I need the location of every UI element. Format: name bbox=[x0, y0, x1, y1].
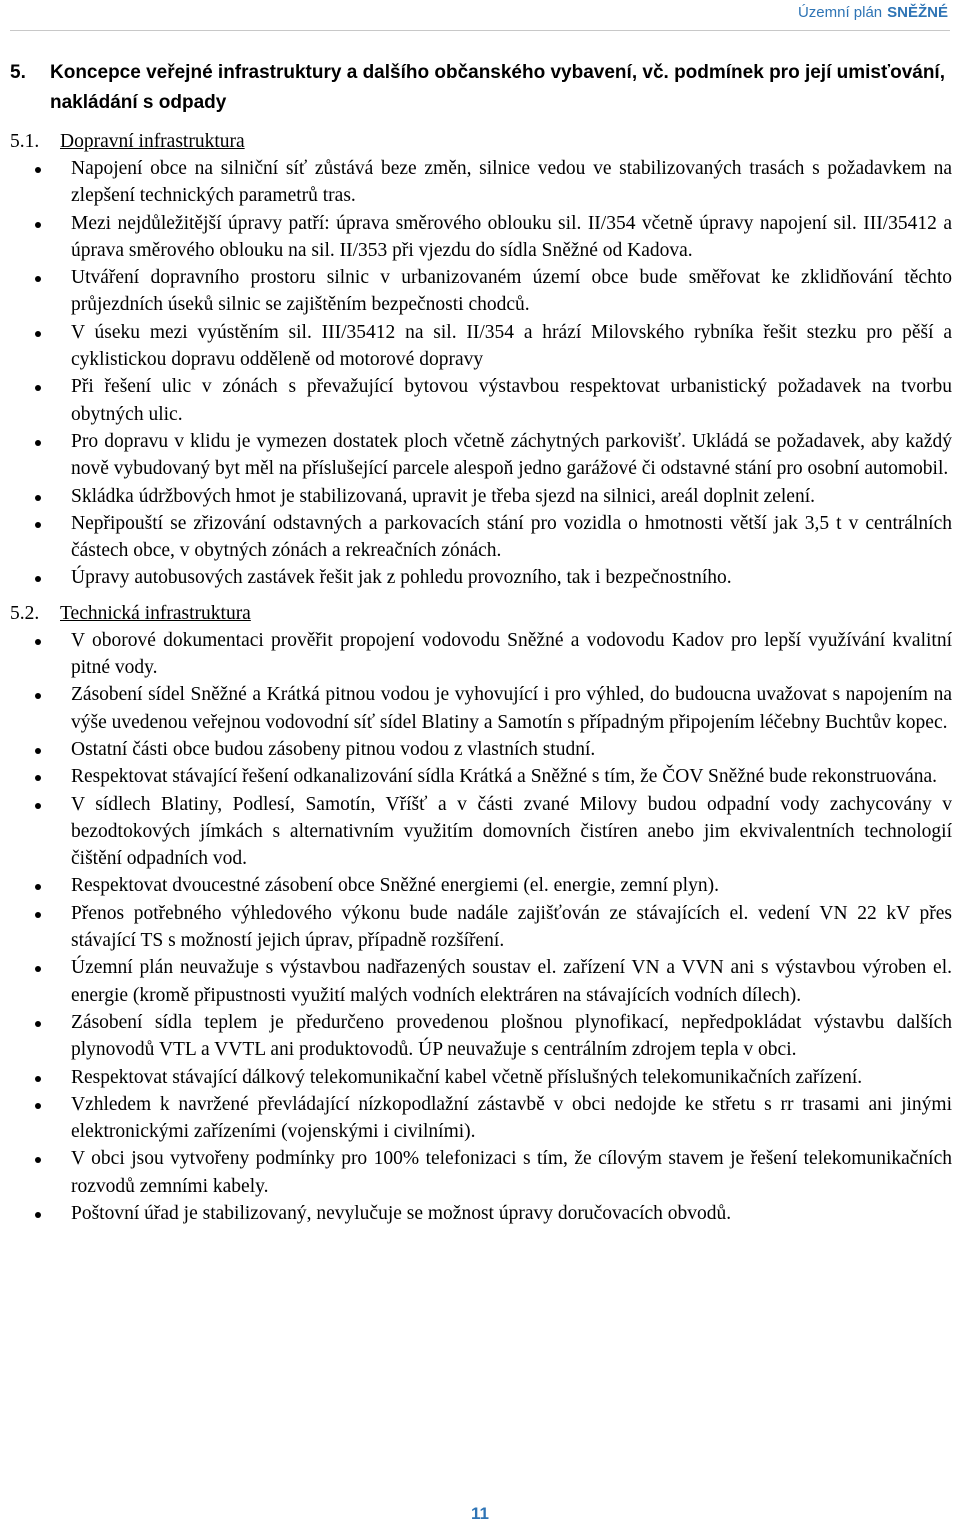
list-item bbox=[10, 564, 952, 591]
list-item-text: Napojení obce na silniční síť zůstává beze změn, silnice vedou ve stabilizovaných trasách s požadavkem na zlepšení technických parametrů tras. bbox=[71, 158, 952, 207]
section-title: Dopravní infrastruktura bbox=[60, 131, 245, 152]
list-item bbox=[10, 1145, 952, 1200]
list-item-text: Skládka údržbových hmot je stabilizovaná, upravit je třeba sjezd na silnici, areál doplnit zelení. bbox=[71, 485, 816, 507]
section-number: 5.2. bbox=[10, 602, 40, 624]
chapter-number: 5. bbox=[10, 62, 26, 83]
bullet-icon bbox=[35, 639, 41, 645]
bullet-icon bbox=[35, 167, 41, 173]
bullet-icon bbox=[35, 276, 41, 282]
list-item bbox=[10, 681, 952, 736]
bullet-icon bbox=[35, 1021, 41, 1027]
page-number: 11 bbox=[471, 1504, 489, 1523]
bullet-icon bbox=[35, 440, 41, 446]
document-body bbox=[10, 58, 952, 1227]
list-item bbox=[10, 428, 952, 483]
list-item bbox=[10, 791, 952, 873]
list-item-text: Územní plán neuvažuje s výstavbou nadřazených soustav el. zařízení VN a VVN ani s výstavbou výroben el. energie (kromě připustnosti využití malých vodních elektráren na stávajících vodních dílech). bbox=[71, 957, 952, 1006]
list-item-text: Zásobení sídla teplem je předurčeno provedenou plošnou plynofikací, nepředpokládat výstavbu dalších plynovodů VTL a VVTL ani produktovodů. ÚP neuvažuje s centrálním zdrojem tepla v obci. bbox=[71, 1011, 952, 1061]
section-heading-5-1 bbox=[10, 128, 952, 155]
chapter-title: Koncepce veřejné infrastruktury a dalšího občanského vybavení, vč. podmínek pro její umisťování, nakládání s odpady bbox=[50, 62, 945, 113]
list-item bbox=[10, 1091, 952, 1146]
list-item-text: Pro dopravu v klidu je vymezen dostatek ploch včetně záchytných parkovišť. Ukládá se požadavek, aby každý nově vybudovaný byt měl na příslušející parcele alespoň jedno garážové či odstavné stání pro osobní automobil. bbox=[71, 430, 952, 480]
list-item bbox=[10, 155, 952, 210]
technical-bullet-list bbox=[10, 627, 952, 1228]
bullet-icon bbox=[35, 385, 41, 391]
bullet-icon bbox=[35, 912, 41, 918]
list-item bbox=[10, 510, 952, 565]
section-number: 5.1. bbox=[10, 131, 40, 152]
list-item bbox=[10, 1009, 952, 1064]
list-item-text: V úseku mezi vyústěním sil. III/35412 na sil. II/354 a hrází Milovského rybníka řešit stezku pro pěší a cyklistickou dopravu odděleně od motorové dopravy bbox=[71, 321, 952, 371]
list-item bbox=[10, 627, 952, 682]
document-title: Územní plán bbox=[797, 4, 883, 21]
bullet-icon bbox=[35, 495, 41, 501]
bullet-icon bbox=[35, 1212, 41, 1218]
list-item-text: Mezi nejdůležitější úpravy patří: úprava směrového oblouku sil. II/354 včetně úpravy napojení sil. III/35412 a úprava směrového oblouku na sil. II/353 při vjezdu do sídla Sněžné od Kadova. bbox=[71, 212, 952, 261]
chapter-heading bbox=[10, 58, 952, 118]
list-item-text: Utváření dopravního prostoru silnic v urbanizovaném území obce bude směřovat ke zklidňování těchto průjezdních úseků silnic se zajištěním bezpečnosti chodců. bbox=[71, 267, 952, 316]
list-item-text: Poštovní úřad je stabilizovaný, nevylučuje se možnost úpravy doručovacích obvodů. bbox=[71, 1202, 732, 1224]
section-title: Technická infrastruktura bbox=[60, 602, 251, 624]
municipality-name: SNĚŽNÉ bbox=[887, 4, 948, 21]
list-item-text: Přenos potřebného výhledového výkonu bude nadále zajišťován ze stávajících el. vedení VN 22 kV přes stávající TS s možností jejich úprav, případně rozšíření. bbox=[71, 902, 952, 952]
list-item-text: Respektovat stávající dálkový telekomunikační kabel včetně příslušných telekomunikačních zařízení. bbox=[71, 1066, 863, 1088]
bullet-icon bbox=[35, 884, 41, 890]
list-item-text: V obci jsou vytvořeny podmínky pro 100% telefonizaci s tím, že cílovým stavem je řešení telekomunikačních rozvodů zemními kabely. bbox=[71, 1148, 952, 1197]
list-item bbox=[10, 373, 952, 428]
bullet-icon bbox=[35, 1157, 41, 1163]
list-item-text: Při řešení ulic v zónách s převažující bytovou výstavbou respektovat urbanistický požadavek na tvorbu obytných ulic. bbox=[71, 376, 952, 425]
bullet-icon bbox=[35, 1076, 41, 1082]
list-item bbox=[10, 900, 952, 955]
list-item-text: Vzhledem k navržené převládající nízkopodlažní zástavbě v obci nedojde ke střetu s rr trasami ani jinými elektronickými zařízeními (vojenskými i civilními). bbox=[71, 1093, 952, 1143]
list-item-text: Úpravy autobusových zastávek řešit jak z pohledu provozního, tak i bezpečnostního. bbox=[71, 567, 732, 589]
list-item bbox=[10, 1064, 952, 1091]
page-header bbox=[798, 4, 948, 21]
bullet-icon bbox=[35, 693, 41, 699]
list-item-text: Zásobení sídel Sněžné a Krátká pitnou vodou je vyhovující i pro výhled, do budoucna uvažovat s napojením na výše uvedenou veřejnou vodovodní síť sídel Blatiny a Samotín s případným připojením léčebny Buchtův kopec. bbox=[71, 684, 952, 733]
list-item-text: Respektovat stávající řešení odkanalizování sídla Krátká a Sněžné s tím, že ČOV Sněžné bude rekonstruována. bbox=[71, 766, 938, 788]
list-item-text: Nepřipouští se zřizování odstavných a parkovacích stání pro vozidla o hmotnosti větší jak 3,5 t v centrálních částech obce, v obytných zónách a rekreačních zónách. bbox=[71, 512, 952, 562]
list-item-text: V sídlech Blatiny, Podlesí, Samotín, Vříšť a v části zvané Milovy budou odpadní vody zachycovány v bezodtokových jímkách s alternativním využitím domovních čistíren anebo jim ekvivalentních technologií čištění odpadních vod. bbox=[71, 793, 952, 870]
bullet-icon bbox=[35, 1103, 41, 1109]
bullet-icon bbox=[35, 775, 41, 781]
bullet-icon bbox=[35, 522, 41, 528]
bullet-icon bbox=[35, 803, 41, 809]
list-item bbox=[10, 264, 952, 319]
bullet-icon bbox=[35, 576, 41, 582]
list-item bbox=[10, 483, 952, 510]
list-item-text: Respektovat dvoucestné zásobení obce Sněžné energiemi (el. energie, zemní plyn). bbox=[71, 875, 719, 897]
section-heading-5-2 bbox=[10, 600, 952, 627]
list-item bbox=[10, 763, 952, 790]
list-item bbox=[10, 954, 952, 1009]
bullet-icon bbox=[35, 331, 41, 337]
list-item bbox=[10, 210, 952, 265]
header-divider bbox=[10, 30, 950, 31]
transport-bullet-list bbox=[10, 155, 952, 592]
bullet-icon bbox=[35, 966, 41, 972]
list-item-text: Ostatní části obce budou zásobeny pitnou vodou z vlastních studní. bbox=[71, 738, 596, 760]
list-item bbox=[10, 319, 952, 374]
list-item bbox=[10, 872, 952, 899]
bullet-icon bbox=[35, 222, 41, 228]
list-item bbox=[10, 736, 952, 763]
bullet-icon bbox=[35, 748, 41, 754]
list-item bbox=[10, 1200, 952, 1227]
list-item-text: V oborové dokumentaci prověřit propojení vodovodu Sněžné a vodovodu Kadov pro lepší využívání kvalitní pitné vody. bbox=[71, 629, 952, 679]
